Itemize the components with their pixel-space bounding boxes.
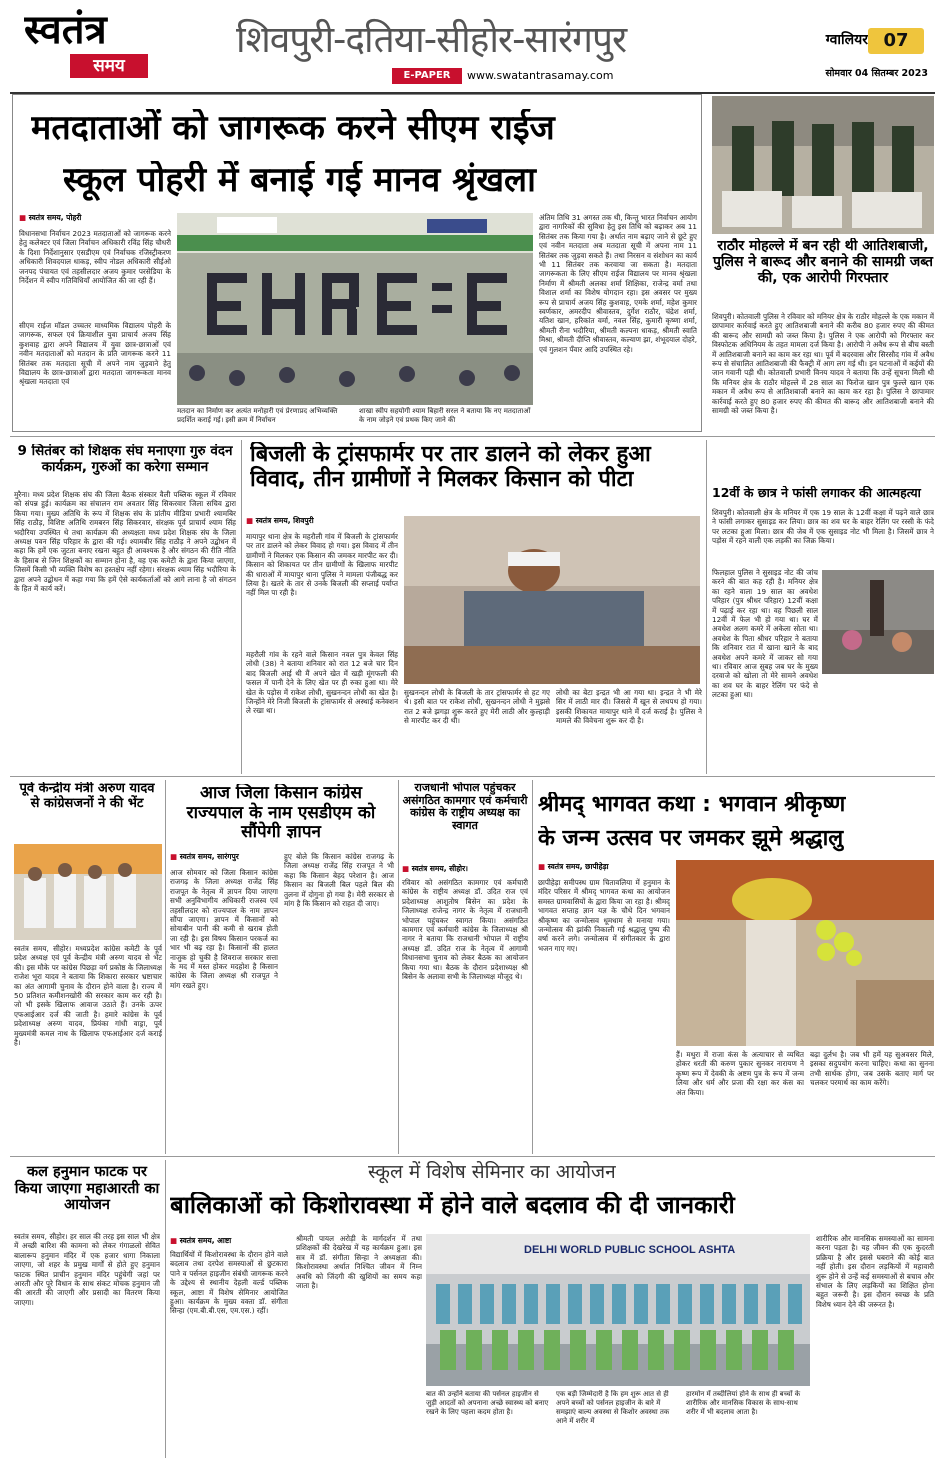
logo-top-text: स्वतंत्र	[24, 8, 107, 53]
karmachari-headline: राजधानी भोपाल पहुंचकर असंगठित कामगार एवं कर्मचारी कांग्रेस के राष्ट्रीय अध्यक्ष का स्वागत	[402, 782, 528, 832]
arun-meeting-photo	[14, 844, 162, 940]
logo-bottom-text: समय	[93, 56, 125, 76]
section-rule-2	[10, 776, 935, 777]
seminar-headline: बालिकाओं को किशोरावस्था में होने वाले बदलाव की दी जानकारी	[170, 1192, 735, 1219]
police-seizure-photo	[712, 96, 934, 234]
kisan-body-2: हुए बोले कि किसान कांग्रेस राजगढ़ के जिला अध्यक्ष राजेंद्र सिंह राजपूत ने भी कहा कि किसान बेहद परेशान है। आज किसान का बिजली बिल पहले बिल की तुलना में दोगुना हो गया है। मेरी सरकार से मांग है कि किसान को राहत दी जाए।	[284, 852, 394, 909]
issue-date: सोमवार 04 सितम्बर 2023	[825, 68, 928, 79]
kisan-body-1: आज सोमवार को जिला किसान कांग्रेस राजगढ़ के जिला अध्यक्ष राजेंद्र सिंह राजपूत के नेतृत्व में ज्ञापन दिया जाएगा सभी अनुविभागीय अधिकारी राजस्व एवं तहसीलदार को राज्यपाल के नाम ज्ञापन सौंपा जाएगा। ज्ञापन में किसानों को सोयाबीन पानी की कमी से खराब होती जा रही है। इस विषय किसान परकर्ज का भार भी बढ़ रहा है। किसानों की हालत नाजुक हो चुकी है शिवराज सरकार सत्ता के मद में मस्त होकर मदहोश है किसान कांग्रेस के जिला अध्यक्ष श्री राजपूत ने मांग रखते हुए।	[170, 868, 278, 990]
rathore-body: शिवपुरी। कोतवाली पुलिस ने रविवार को मनियर क्षेत्र के राठौर मोहल्ले के एक मकान में छापामार कार्रवाई करते हुए आतिशबाजी बनाने की करीब 80 हजार रुपए की कीमत की बारूद और सामग्री को जब्त किया है। पुलिस ने एक आरोपी को गिरफ्तार कर विस्फोटक अधिनियम के तहत मामला दर्ज किया है। आरोपी ने अवैध रूप से बीच बस्ती में आतिशबाजी बनाने का काम कर रहा था। पूर्व में बदरवास और सिरसौद गांव में अवैध रूप से संचालित आतिशबाजी की फैक्ट्री में आग लग गई थी। इन घटनाओं में कईयों की जान गवानी पड़ी थी। कोतवाली प्रभारी विनय यादव ने बताया कि उन्हें सूचना मिली थी कि मनियर क्षेत्र के राठौर मोहल्ले में 28 साल का फिरोज खान पुत्र फुल्ले खान एक मकान में अवैध रूप से आतिशबाजी बनाने का काम कर रहा है। पुलिस ने छापामार कार्रवाई करते हुए 80 हजार रुपए की कीमत की बारूद और आतिशबाजी बनाने की सामग्री को जब्त किया है।	[712, 312, 934, 416]
lead-photo-caption-1: मतदान का निर्माण कर अत्यंत मनोहारी एवं प्रेरणाप्रद अभिव्यक्ति प्रदर्शित कराई गई। इसी क्रम में निर्वाचन	[177, 407, 338, 424]
lead-headline-line2: स्कूल पोहरी में बनाई गई मानव श्रृंखला	[63, 161, 536, 200]
bhagwat-headline-line2: के जन्म उत्सव पर जमकर झूमे श्रद्धालु	[538, 826, 844, 851]
col-rule-4	[398, 780, 399, 1154]
seminar-body-2: श्रीमती पायल अरोड़ी के मार्गदर्शन में तथा प्रशिक्षकों की देखरेख में यह कार्यक्रम हुआ। इस सत्र में डॉ. संगीता सिन्हा ने अध्यक्षता की। किशोरावस्था अर्थात निश्चित जीवन में निम्न अवधि को जिंदगी की खुशियों का समय कहा जाता है।	[296, 1234, 422, 1291]
bhagwat-body-3: बढ़ा दुर्लभ है। जब भी हमें यह सुअवसर मिले, इसका सदुपयोग करना चाहिए। कथा का सुनना तभी सार्थक होगा, जब उसके बताए मार्ग पर चलकर परमार्थ का काम करेंगे।	[810, 1050, 934, 1088]
injured-farmer-photo	[404, 516, 700, 684]
hanuman-headline: कल हनुमान फाटक पर किया जाएगा महाआरती का आयोजन	[14, 1164, 160, 1214]
bhagwat-body-1: छापीहेड़ा समीपस्थ ग्राम चितावलिया में हनुमान के मंदिर परिसर में श्रीमद् भागवत कथा का आयोजन समस्त ग्रामवासियों के द्वारा किया जा रहा है। श्रीमद् भागवत सप्ताह ज्ञान यज्ञ के चौथे दिन भगवान श्रीकृष्ण का जन्मोत्सव धूमधाम से मनाया गया। जन्मोत्सव की झांकी निकाली गई श्रद्धालु पुष्प की वर्षा करने लगे। जन्मोत्सव में संगीतकार के द्वारा भजन गाए गए।	[538, 878, 670, 953]
suicide-body-2: फिलहाल पुलिस ने सुसाइड नोट की जांच करने की बात कह रही है। मनियर क्षेत्र का रहने वाला 19 साल का अवधेश परिहार (पुत्र श्रीधर परिहार) 12वीं कक्षा में पढ़ाई कर रहा था। वह पिछली साल 12वीं में फेल भी हो गया था। घर में अवधेश अलग कमरे में अकेला सोता था। अवधेश के पिता श्रीधर परिहार ने बताया कि शनिवार रात में खाना खाने के बाद अवधेश अपने कमरे में जाकर सो गया था। रविवार आज सुबह जब घर के मुख्य दरवाजे को खोला तो मेरे सामने अवधेश का शव घर के बाहर रेलिंग पर फंदे से लटका हुआ था।	[712, 568, 818, 700]
transformer-body-4: लोधी का बेटा इन्द्रत भी आ गया था। इन्द्रत ने भी मेरे सिर में लाठी मार दी। जिससे मैं खून से लथपथ हो गया। इसकी शिकायत मायापुर थाने में दर्ज कराई है। पुलिस ने मामले की विवेचना शुरू कर दी है।	[556, 688, 702, 726]
bhagwat-headline-line1: श्रीमद् भागवत कथा : भगवान श्रीकृष्ण	[538, 792, 846, 817]
seminar-group-photo	[426, 1234, 810, 1386]
arun-body: स्वतंत्र समय, सीहोर। मध्यप्रदेश कांग्रेस कमेटी के पूर्व प्रदेश अध्यक्ष एवं पूर्व केन्द्रीय मंत्री अरुण यादव से भेंट की। इस मौके पर कांग्रेस पिछड़ा वर्ग प्रकोष्ठ के जिलाध्यक्ष राजेश भूरा यादव ने बताया कि शिकारा सरकार भ्रष्टाचार का अंत आगामी चुनाव के दौरान होने वाला है। राज्य में 50 प्रतिशत कमीशनखोरी की सरकार काम कर रही है। जो भी इसके खिलाफ आवाज उठाते हैं। उनके ऊपर एफआईआर दर्ज की जाती है। हमारे कांग्रेस के पूर्व प्रदेशाध्यक्ष अरुण यादव, प्रियंका गांधी वाड्रा, पूर्व मुख्यमंत्री कमल नाथ के खिलाफ एफआईआर दर्ज कराई है।	[14, 944, 162, 1048]
suicide-body-1: शिवपुरी। कोतवाली क्षेत्र के मनियर में एक 19 साल के 12वीं कक्षा में पढ़ने वाले छात्र ने फांसी लगाकर सुसाइड कर लिया। छात्र का शव घर के बाहर रेलिंग पर रस्सी के फंदे पर लटका हुआ मिला। छात्र की जेब में एक सुसाइड नोट भी मिला है। जिसमें छात्र ने पड़ोस में रहने वाली एक लड़की का जिक्र किया।	[712, 508, 934, 546]
section-title: शिवपुरी-दतिया-सीहोर-सारंगपुर	[236, 18, 627, 61]
col-rule-6	[165, 1160, 166, 1458]
city-label: ग्वालियर	[825, 32, 868, 48]
epaper-label: E-PAPER	[403, 70, 451, 81]
suicide-headline: 12वीं के छात्र ने फांसी लगाकर की आत्महत्या	[712, 486, 921, 500]
seminar-caption-2: एक बड़ी जिम्मेदारी है कि हम शुरू आत से ही अपने बच्चों को पर्सनल हाइजीन के बारे में समझाएं बाल्य अवस्था से किशोर अवस्था तक आने में शरीर में	[556, 1390, 670, 1425]
col-rule-1	[241, 440, 242, 774]
epaper-badge	[392, 68, 462, 84]
seminar-body-3: शारीरिक और मानसिक समस्याओं का सामना करना पड़ता है। यह जीवन की एक कुदरती प्रक्रिया है और इससे घबराने की कोई बात नहीं होती। इस दौरान लड़कियों में महावारी शुरू होने से उन्हें कई समस्याओं से बचाव और संभाल के लिए लड़कियों का शिक्षित होना बहुत जरूरी है। इस दौरान स्वच्छ के प्रति विशेष ध्यान देने की जरूरत है।	[816, 1234, 934, 1309]
lead-photo-caption-2: शाखा स्वीप सहयोगी श्याम बिहारी सरल ने बताया कि नए मतदाताओं के नाम जोड़ने एवं प्रथक किए जाने की	[359, 407, 531, 424]
krishna-janmotsav-photo	[676, 860, 934, 1046]
page-number	[868, 28, 924, 54]
bhagwat-body-2: हैं। मथुरा में राजा कंस के अत्याचार से व्यथित होकर धरती की करुण पुकार सुनकर नारायण ने कृष्ण रूप में देवकी के अष्टम पुत्र के रूप में जन्म लिया और धर्म और प्रजा की रक्षा कर कंस का अंत किया।	[676, 1050, 804, 1097]
lead-story	[12, 94, 702, 432]
human-chain-photo	[177, 213, 533, 405]
teacher-day-headline: 9 सितंबर को शिक्षक संघ मनाएगा गुरु वंदन कार्यक्रम, गुरुओं का करेगा सम्मान	[17, 444, 233, 475]
website-link[interactable]: www.swatantrasamay.com	[467, 69, 614, 82]
logo-bottom-badge	[70, 54, 148, 78]
lead-headline-line1: मतदाताओं को जागरूक करने सीएम राईज	[31, 109, 555, 148]
page-number-text: 07	[883, 30, 909, 51]
hanuman-body: स्वतंत्र समय, सीहोर। हर साल की तरह इस साल भी क्षेत्र में अच्छी बारिश की कामना को लेकर गंगाळलो सेवित बालारूप हनुमान मंदिर में एक हजार धागा निकाला जाएगा, जो शहर के प्रमुख मार्गों से होते हुए हनुमान फाटक स्थित प्राचीन हनुमान मंदिर पहुंचेगी जहां पर आरती और पूरे विधान के साथ संकट मोचक हनुमान जी की आरती की जाएगी और प्रसादी का वितरण किया जाएगा।	[14, 1232, 160, 1307]
seminar-kicker: स्कूल में विशेष सेमिनार का आयोजन	[368, 1161, 616, 1183]
lead-body-3: अंतिम तिथि 31 अगस्त तक थी, किन्तु भारत निर्वाचन आयोग द्वारा नागरिकों की सुविधा हेतु इस तिथि को बढ़ाकर अब 11 सितंबर तक किया गया है। अर्थात नाम बढ़ाए जाने से छूटे हुए एवं नवीन मतदाता अब मतदाता सूची में अपना नाम 11 सितंबर तक जुड़वा सकते हैं। तथा निरसन व संशोधन का कार्य भी 11 सितंबर तक करवाया जा सकता है। मतदाता जागरूकता के लिए सीएम राईज विद्यालय पर मानव श्रृंखला निर्माण में श्रीमती अलका शर्मा शिक्षिका, राजेन्द्र वर्मा तथा विशाल शर्मा का विशेष योगदान रहा। इस अवसर पर मुख्य रूप से प्राचार्य अजय सिंह कुशवाह, एमके शर्मा, महेश कुमार स्वर्णकार, अमरदीप श्रीवास्तव, दुर्गेश राठौर, चंद्रेश शर्मा, यतिश खान, हरिकांत वर्मा, नवल सिंह, कुमारी कृष्णा शर्मा, श्रीमती रीना भदौरिया, श्रीमती कल्पना धाकड़, श्रीमती स्वाति मिश्रा, श्रीमती दीप्ति श्रीवास्तव, कल्याण झा, शंभूदयाल दोहरे, एवं गुलशन पँवार आदि उपस्थित रहे।	[539, 213, 697, 354]
lead-byline: ■ स्वतंत्र समय, पोहरी	[19, 213, 219, 225]
kisan-byline: ■ स्वतंत्र समय, सारंगपुर	[170, 852, 310, 864]
transformer-headline: बिजली के ट्रांसफार्मर पर तार डालने को लेकर हुआ विवाद, तीन ग्रामीणों ने मिलकर किसान को पीटा	[250, 442, 651, 493]
karmachari-byline: ■ स्वतंत्र समय, सीहोर।	[402, 864, 482, 876]
masthead	[0, 0, 945, 92]
col-rule-5	[532, 780, 533, 1154]
suicide-scene-photo	[822, 570, 934, 674]
lead-body-2: सीएम राईज मॉडल उच्चतर माध्यमिक विद्यालय पोहरी के जागरूक, सफल एवं क्रियाशील युवा प्राचार्य अजय सिंह कुशवाह द्वारा अपने विद्यालय में युवा छात्र-छात्राओं एवं नवीन मतदाताओं को मतदान के प्रति जागरूक करने 11 सितंबर तक मतदाता सूची में अपने नाम जुड़वाने हेतु विद्यालय के छात्र-छात्राओं द्वारा मतदाता जागरूकता मानव श्रृंखला मतदाता एवं	[19, 321, 171, 387]
kisan-headline: आज जिला किसान कांग्रेस राज्यपाल के नाम एसडीएम को सौंपेगी ज्ञापन	[186, 784, 376, 843]
seminar-body-1: विद्यार्थियों में किशोरावस्था के दौरान होने वाले बदलाव तथा दरपेश समस्याओं से छुटकारा पाने व पर्सनल हाइजीन संबंधी जागरूक करने के उद्देश्य से स्थानीय देहली वर्ल्ड पब्लिक स्कूल, आष्टा में विशेष सेमिनार आयोजित हुआ। कार्यक्रम के मुख्य वक्ता डॉ. संगीता सिन्हा (एम.बी.बी.एस, एम.एस.) रहीं।	[170, 1250, 288, 1316]
transformer-body-2: महरौली गांव के रहने वाले किसान नवल पुत्र केवल सिंह लोधी (38) ने बताया शनिवार को रात 12 बजे चार दिन बाद बिजली आई थी मैं अपने खेत में खड़ी मूंगफली की फसल में पानी देने के लिए खेत पर ही रुका हुआ था। मेरे खेत के पड़ोस में राकेश लोधी, सुखनन्दन लोधी का खेत है। जिन्होंने मेरे निजी बिजली के ट्रांसफार्मर से अस्थाई कनेक्शन ले रखा था।	[246, 650, 398, 716]
bhagwat-byline: ■ स्वतंत्र समय, छापीहेड़ा	[538, 862, 688, 874]
transformer-byline: ■ स्वतंत्र समय, शिवपुरी	[246, 516, 398, 528]
transformer-body-1: मायापुर थाना क्षेत्र के महरौली गांव में बिजली के ट्रांसफार्मर पर तार डालने को लेकर विवाद हो गया। इस विवाद में तीन ग्रामीणों ने मिलकर एक किसान की जमकर मारपीट कर दी। किसान को शिकायत पर तीन ग्रामीणों के खिलाफ मारपीट की धाराओं में मायापुर थाना पुलिस ने मामला पंजीबद्ध कर लिया है। खतरे के तार से उनके बिजली की सप्लाई पर्याप्त नहीं मिल पा रही है।	[246, 532, 398, 598]
rathore-headline: राठौर मोहल्ले में बन रही थी आतिशबाजी, पुलिस ने बारूद और बनाने की सामग्री जब्त की, एक आरोपी गिरफ्तार	[712, 238, 934, 287]
school-sign: DELHI WORLD PUBLIC SCHOOL ASHTA	[524, 1244, 736, 1256]
seminar-byline: ■ स्वतंत्र समय, आष्टा	[170, 1236, 290, 1248]
transformer-body-3: सुखनन्दन लोधी के बिजली के तार ट्रांसफार्मर से हट गए थे। इसी बात पर राकेश लोधी, सुखनन्दन लोधी ने मुझसे रात 2 बजे झगड़ा शुरू करते हुए मेरी लाठी और कुल्हाड़ी से मारपीट कर दी थी।	[404, 688, 550, 726]
lead-body-1: विधानसभा निर्वाचन 2023 मतदाताओं को जागरूक करने हेतु कलेक्टर एवं जिला निर्वाचन अधिकारी रविंद्र सिंह चौधरी के दिशा निर्देशानुसार एसडीएम एवं निर्वाचक रजिस्ट्रीकरण अधिकारी शिवदयाल धाकड़, स्वीप नोडल अधिकारी सीईओ जनपद पंचायत एवं तहसीलदार अजय कुमार परसेडिया के निर्देशन में स्वीप गतिविधियाँ आयोजित की जा रही हैं।	[19, 229, 171, 286]
arun-headline: पूर्व केन्द्रीय मंत्री अरुण यादव से कांग्रेसजनों ने की भेंट	[19, 782, 155, 811]
karmachari-body: रविवार को असंगठित कामगार एवं कर्मचारी कांग्रेस के राष्ट्रीय अध्यक्ष डॉ. उदित राज एवं प्रदेशाध्यक्ष आशुतोष बिसेन का प्रदेश के जिलाध्यक्ष राजेन्द्र नागर के नेतृत्व में राजधानी भोपाल पहुंचकर स्वागत किया। असंगठित कामगार एवं कर्मचारी कांग्रेस के जिलाध्यक्ष श्री नागर ने बताया कि राजधानी भोपाल में राष्ट्रीय अध्यक्ष डॉ. उदित राज के नेतृत्व में आगामी विधानसभा चुनाव को लेकर बैठक का आयोजन किया गया था। बैठक के दौरान प्रदेशाध्यक्ष श्री बिसेन के अलावा सभी के जिलाध्यक्ष मौजूद थे।	[402, 878, 528, 982]
teacher-day-body: मुरैना। मध्य प्रदेश शिक्षक संघ की जिला बैठक संस्कार वैली पब्लिक स्कूल में रविवार को संपन्न हुई। कार्यक्रम का संचालन राम अवतार सिंह सिकरवार जिला सचिव द्वारा किया गया। मुख्य अतिथि के रूप में शिक्षक संघ के प्रांतीय मीडिया प्रभारी श्यामबिर सिंह राठौड़, विशिष्ट अतिथि रामबरन सिंह सिकरवार, संरक्षक पूर्व प्राचार्य श्याम सिंह भदौरिया उपस्थित थे तथा कार्यक्रम की अध्यक्षता मध्य प्रदेश शिक्षक संघ के जिला अध्यक्ष पवन सिंह परिहार के द्वारा की गई। श्यामबीर सिंह राठौड़ ने अपने उद्बोधन में कहा कि हमें एक जुटता बनाए रखना बहुत ही आवश्यक है और संगठन की रीति नीति के हिसाब से जिन शिक्षकों का सम्मान होना है, वह एक कमेटी के द्वारा किया जाएगा, जिसमें किसी भी व्यक्ति विशेष का हस्तक्षेप नहीं रहेगा। संरक्षक श्याम सिंह भदौरिया के द्वारा अपने उद्बोधन में कहा गया कि हमें ऐसे कार्यकर्ताओं को आगे लाना है जो संगठन के हित में कार्य करें।	[14, 490, 236, 594]
section-rule-1	[10, 436, 935, 437]
logo[interactable]	[24, 8, 164, 84]
col-rule-2	[706, 440, 707, 774]
seminar-caption-3: हारमोन में तब्दीलियां होने के साथ ही बच्चों के शारीरिक और मानसिक विकास के साथ-साथ शरीर में भी बदलाव आता है।	[686, 1390, 801, 1416]
col-rule-3	[165, 780, 166, 1154]
seminar-caption-1: बात की उन्होंने बताया की पर्सनल हाइजीन से जुड़ी आदतों को अपनाना अच्छे स्वास्थ्य को बनाए रखने के लिए पहला कदम होता है।	[426, 1390, 549, 1416]
section-rule-3	[10, 1156, 935, 1157]
